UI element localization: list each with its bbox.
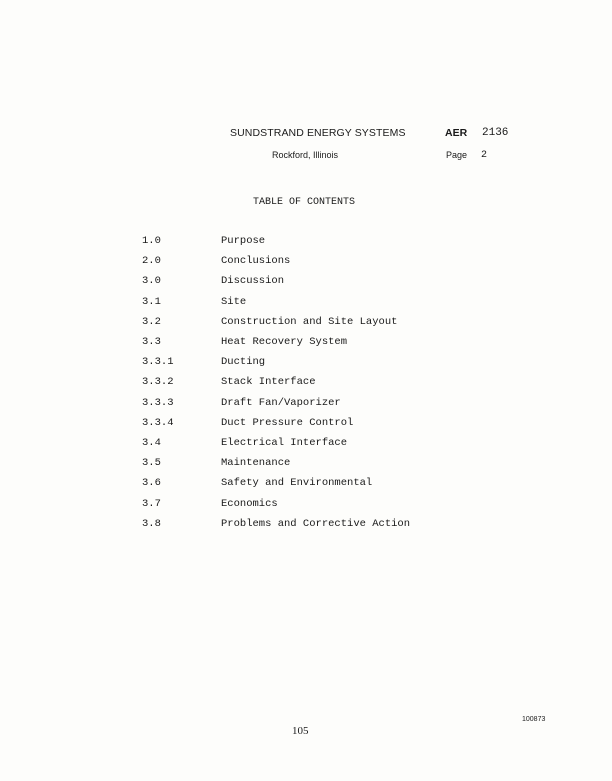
page-label: Page: [446, 150, 468, 160]
toc-entry-title: Maintenance: [221, 457, 291, 470]
toc-entry: [0, 255, 612, 271]
toc-entry-title: Conclusions: [221, 255, 291, 268]
document-code: 100873: [522, 716, 546, 723]
toc-entry-title: Discussion: [221, 275, 285, 288]
toc-entry-title: Construction and Site Layout: [221, 315, 398, 328]
toc-entry: [0, 457, 612, 473]
toc-entry-number: 3.3: [142, 336, 161, 348]
toc-entry-number: 3.3.1: [142, 356, 174, 369]
toc-entry-title: Ducting: [221, 356, 266, 369]
toc-entry-number: 3.3.2: [142, 376, 174, 389]
toc-entry-number: 3.2: [142, 315, 161, 328]
toc-entry: [0, 397, 612, 413]
toc-entry-title: Duct Pressure Control: [221, 416, 354, 429]
toc-entry-title: Site: [221, 295, 247, 308]
toc-entry-title: Heat Recovery System: [221, 336, 348, 348]
toc-entry-number: 3.5: [142, 457, 161, 470]
toc-entry: [0, 437, 612, 453]
toc-entry-title: Safety and Environmental: [221, 477, 373, 490]
company-name: SUNDSTRAND ENERGY SYSTEMS: [230, 127, 406, 139]
toc-entry-number: 3.3.3: [142, 396, 174, 409]
toc-entry: [0, 376, 612, 392]
toc-entry-number: 2.0: [142, 255, 161, 268]
toc-entry-title: Economics: [221, 497, 278, 510]
toc-entry-title: Problems and Corrective Action: [221, 517, 411, 530]
footer-page-number: 105: [292, 725, 309, 737]
toc-entry: [0, 316, 612, 332]
toc-entry-number: 3.3.4: [142, 416, 174, 429]
toc-entry-title: Electrical Interface: [221, 437, 348, 449]
toc-entry-title: Draft Fan/Vaporizer: [221, 396, 341, 409]
toc-entry-number: 1.0: [142, 235, 161, 247]
toc-entry-number: 3.4: [142, 437, 161, 449]
toc-entry-number: 3.0: [142, 275, 161, 288]
toc-entry: [0, 336, 612, 352]
toc-entry-title: Purpose: [221, 235, 266, 247]
toc-entry-number: 3.8: [142, 517, 161, 530]
toc-entry-number: 3.7: [142, 497, 161, 510]
company-location: Rockford, Illinois: [272, 150, 339, 160]
toc-entry: [0, 356, 612, 372]
toc-entry: [0, 417, 612, 433]
toc-entry: [0, 518, 612, 534]
toc-entry: [0, 498, 612, 514]
page-number: 2: [481, 150, 488, 161]
toc-title: TABLE OF CONTENTS: [253, 197, 356, 208]
toc-entry-title: Stack Interface: [221, 376, 316, 389]
toc-entry: [0, 235, 612, 251]
aer-label: AER: [445, 127, 468, 139]
toc-entry: [0, 477, 612, 493]
toc-entry-number: 3.6: [142, 477, 161, 490]
toc-entry: [0, 296, 612, 312]
toc-entry-number: 3.1: [142, 295, 161, 308]
aer-number: 2136: [482, 127, 509, 139]
toc-entry: [0, 275, 612, 291]
